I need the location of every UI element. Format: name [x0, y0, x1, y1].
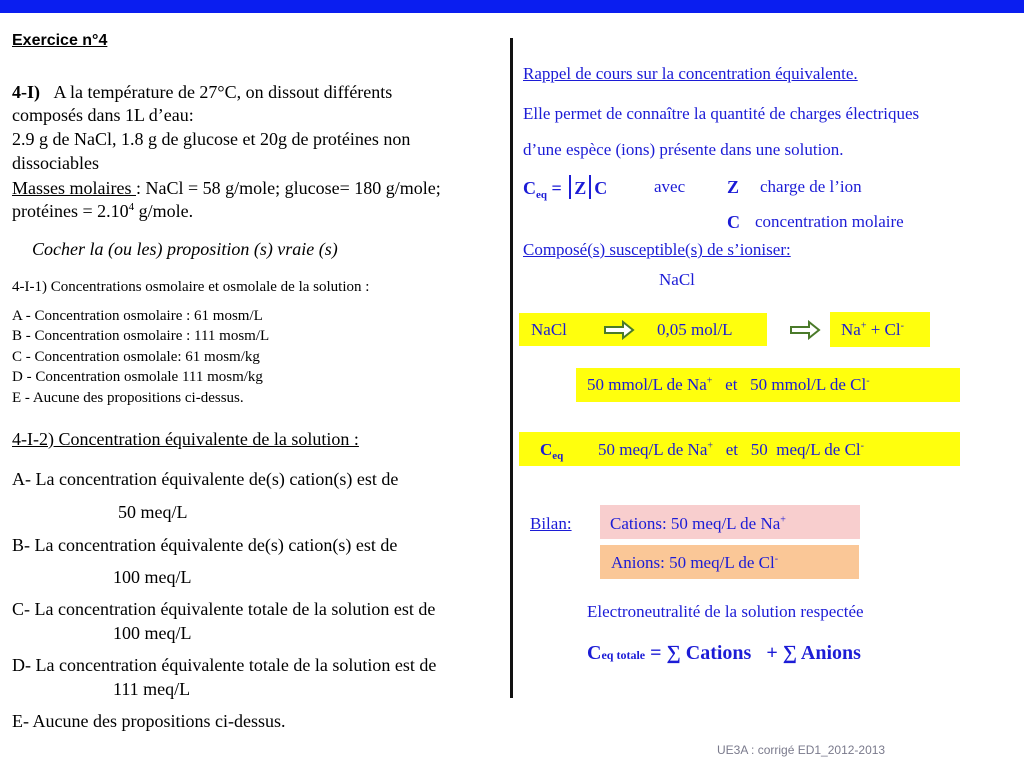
proteins-pre: protéines = 2.10 — [12, 201, 129, 221]
q2-option-c-value: 100 meq/L — [113, 623, 192, 643]
box-nacl: NaCl — [531, 320, 567, 339]
q2-option-a: A- La concentration équivalente de(s) cation(s) est de — [12, 469, 399, 489]
nacl-label: NaCl — [659, 270, 695, 289]
ceq-total-formula — [587, 642, 861, 665]
arrow-right-icon — [789, 320, 821, 340]
q2-option-d: D- La concentration équivalente totale de la solution est de — [12, 655, 437, 675]
meq-cl-charge: - — [860, 440, 864, 452]
mmol-na: 50 mmol/L de Na — [587, 375, 707, 394]
rappel-line-1: Elle permet de connaître la quantité de charges électriques — [523, 104, 920, 123]
cations-text — [610, 514, 786, 534]
masses-text: : NaCl = 58 g/mole; glucose= 180 g/mole; — [135, 178, 441, 198]
z-symbol: Z — [727, 177, 740, 197]
column-divider — [510, 38, 513, 698]
cations-value: Cations: 50 meq/L de Na — [610, 514, 781, 533]
intro-text-1: A la température de 27°C, on dissout différents — [53, 82, 393, 102]
intro-line-1 — [12, 82, 392, 103]
anions-value: Anions: 50 meq/L de Cl — [611, 553, 775, 572]
top-bar — [0, 0, 1024, 13]
ceq-result-sub: eq — [552, 450, 564, 462]
q2-option-d-value: 111 meq/L — [113, 679, 191, 699]
proteins-line — [12, 201, 193, 222]
ions-na-charge: + — [860, 320, 867, 332]
ceq-result — [540, 440, 563, 462]
q2-option-b-value: 100 meq/L — [113, 567, 192, 587]
q2-title: 4-I-2) Concentration équivalente de la solution : — [12, 429, 359, 449]
proteins-sup: 4 — [128, 201, 135, 213]
mmol-cl: et 50 mmol/L de Cl — [712, 375, 867, 394]
mmol-cl-charge: - — [866, 375, 870, 387]
page-title: Exercice n°4 — [12, 32, 108, 49]
abs-bar-right — [589, 175, 591, 199]
masses-label: Masses molaires — [12, 178, 136, 198]
ceq-formula — [523, 175, 607, 201]
proteins-post: g/mole. — [134, 201, 194, 221]
anions-charge: - — [774, 553, 779, 565]
mmol-na-charge: + — [706, 375, 713, 387]
abs-bar-left — [569, 175, 571, 199]
ceq-total-sum: = ∑ Cations + ∑ Anions — [645, 642, 861, 664]
electroneutrality-text: Electroneutralité de la solution respectée — [587, 602, 864, 621]
ceq-subscript: eq — [536, 189, 547, 201]
mmol-text — [587, 375, 870, 395]
arrow-right-icon — [603, 320, 635, 340]
q2-option-c: C- La concentration équivalente totale de la solution est de — [12, 599, 436, 619]
instruction-text: Cocher la (ou les) proposition (s) vraie (s) — [32, 239, 338, 259]
q1-option-d: D - Concentration osmolale 111 mosm/kg — [12, 369, 263, 385]
avec-label: avec — [654, 177, 686, 196]
anions-text — [611, 553, 778, 573]
q1-option-c: C - Concentration osmolale: 61 mosm/kg — [12, 349, 260, 365]
rappel-heading: Rappel de cours sur la concentration équivalente. — [523, 64, 858, 83]
ceq-total-sub: eq totale — [601, 648, 646, 662]
q2-option-b: B- La concentration équivalente de(s) cation(s) est de — [12, 535, 398, 555]
meq-cl: et 50 meq/L de Cl — [713, 440, 861, 459]
ceq-symbol: C — [523, 178, 536, 198]
meq-text — [598, 440, 864, 460]
q1-option-e: E - Aucune des propositions ci-dessus. — [12, 390, 244, 406]
compose-heading: Composé(s) susceptible(s) de s’ioniser: — [523, 240, 791, 259]
masses-line — [12, 178, 441, 199]
ions-cl-charge: - — [900, 320, 904, 332]
meq-na-charge: + — [707, 440, 714, 452]
ceq-result-c: C — [540, 440, 553, 459]
c-symbol: C — [727, 212, 740, 232]
box-concentration: 0,05 mol/L — [657, 320, 733, 339]
q1-title: 4-I-1) Concentrations osmolaire et osmolale de la solution : — [12, 279, 370, 295]
ions-text — [841, 320, 904, 340]
q2-option-a-value: 50 meq/L — [118, 502, 188, 522]
ceq-c: C — [594, 178, 608, 198]
ceq-total-c: C — [587, 642, 602, 664]
rappel-line-2: d’une espèce (ions) présente dans une solution. — [523, 140, 844, 159]
footer-text: UE3A : corrigé ED1_2012-2013 — [717, 743, 886, 757]
ceq-z: Z — [574, 178, 587, 198]
ions-cl: + Cl — [866, 320, 901, 339]
bilan-label: Bilan: — [530, 514, 572, 533]
q1-option-a: A - Concentration osmolaire : 61 mosm/L — [12, 308, 263, 324]
ions-na: Na — [841, 320, 861, 339]
q1-option-b: B - Concentration osmolaire : 111 mosm/L — [12, 328, 270, 344]
intro-label: 4-I) — [12, 82, 40, 102]
meq-na: 50 meq/L de Na — [598, 440, 708, 459]
intro-line-2: composés dans 1L d’eau: — [12, 105, 194, 125]
intro-line-3: 2.9 g de NaCl, 1.8 g de glucose et 20g de protéines non — [12, 129, 411, 149]
ceq-equals: = — [547, 178, 562, 198]
intro-line-4: dissociables — [12, 153, 99, 173]
z-description: charge de l’ion — [760, 177, 862, 196]
c-description: concentration molaire — [755, 212, 904, 231]
cations-charge: + — [780, 514, 786, 526]
q2-option-e: E- Aucune des propositions ci-dessus. — [12, 711, 286, 731]
